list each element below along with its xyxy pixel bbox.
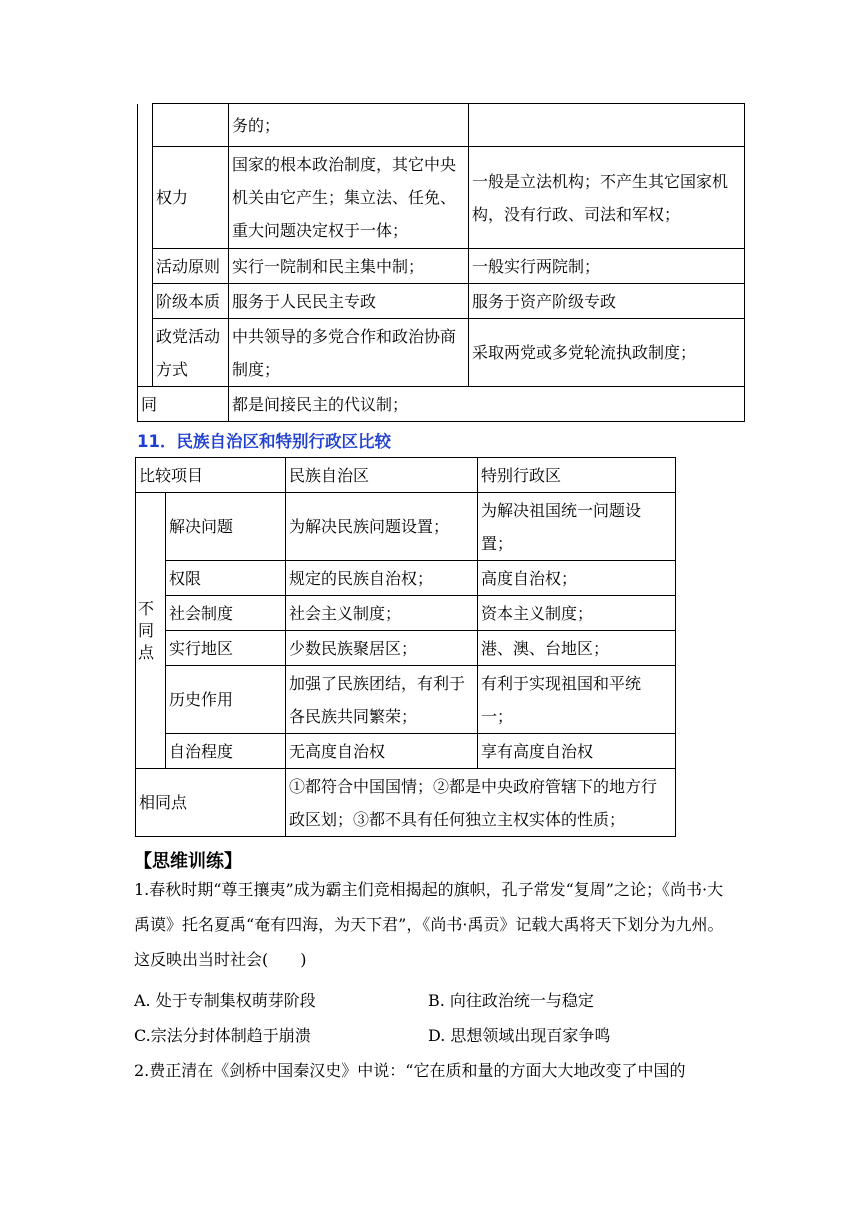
comparison-table-1: [137, 103, 745, 422]
table-cell: 为解决祖国统一问题设置；: [478, 493, 676, 561]
table-row: [138, 249, 745, 284]
table-cell: 资本主义制度；: [478, 596, 676, 631]
table-cell: 实行地区: [166, 631, 286, 666]
table-cell: 历史作用: [166, 666, 286, 734]
question-2-stem: 2.费正清在《剑桥中国秦汉史》中说：“它在质和量的方面大大地改变了中国的: [134, 1061, 686, 1080]
table-cell: 服务于人民民主专政: [229, 284, 469, 319]
table-row: [138, 284, 745, 319]
table-row: [136, 493, 676, 561]
table-cell: 有利于实现祖国和平统一；: [478, 666, 676, 734]
table-header-row: [136, 458, 676, 493]
table-cell: 少数民族聚居区；: [286, 631, 478, 666]
table-cell-diff-label: 不同点: [136, 493, 166, 769]
table-row: [138, 319, 745, 387]
table-row: [136, 596, 676, 631]
table-cell: 解决问题: [166, 493, 286, 561]
table-row: [136, 561, 676, 596]
table-cell: 规定的民族自治权；: [286, 561, 478, 596]
table-row: [138, 104, 745, 147]
table-cell: 社会主义制度；: [286, 596, 478, 631]
option-d: D. 思想领域出现百家争鸣: [428, 1026, 611, 1045]
table-cell: 服务于资产阶级专政: [469, 284, 745, 319]
table-cell: 加强了民族团结，有利于各民族共同繁荣；: [286, 666, 478, 734]
table-cell: [469, 104, 745, 147]
table-row: [136, 734, 676, 769]
table-cell: 相同点: [136, 769, 286, 837]
table-cell: 活动原则: [153, 249, 229, 284]
table-gutter-cell: [138, 104, 153, 387]
table-cell: 采取两党或多党轮流执政制度；: [469, 319, 745, 387]
table-header-cell: 特别行政区: [478, 458, 676, 493]
table-cell: 无高度自治权: [286, 734, 478, 769]
table-cell: 中共领导的多党合作和政治协商制度；: [229, 319, 469, 387]
section-title: 11．民族自治区和特别行政区比较: [137, 432, 391, 451]
table-cell: 港、澳、台地区；: [478, 631, 676, 666]
option-a: A. 处于专制集权萌芽阶段: [134, 991, 316, 1010]
table-cell: 国家的根本政治制度，其它中央机关由它产生；集立法、任免、重大问题决定权于一体；: [229, 147, 469, 249]
table-cell: 一般是立法机构；不产生其它国家机构，没有行政、司法和军权；: [469, 147, 745, 249]
table-header-cell: 民族自治区: [286, 458, 478, 493]
comparison-table-2: [135, 457, 676, 837]
table-cell: 权力: [153, 147, 229, 249]
table-row: [138, 387, 745, 422]
option-b: B. 向往政治统一与稳定: [428, 991, 594, 1010]
table-row: [138, 147, 745, 249]
table-cell: 为解决民族问题设置；: [286, 493, 478, 561]
table-row: [136, 769, 676, 837]
question-1-stem: 1.春秋时期“尊王攘夷”成为霸主们竞相揭起的旗帜，孔子常发“复周”之论；《尚书·大禹谟》托名夏禹“奄有四海，为天下君”，《尚书·禹贡》记载大禹将天下划分为九州。这反映出当时社会( ): [134, 880, 724, 969]
table-header-cell: 比较项目: [136, 458, 286, 493]
table-cell: 自治程度: [166, 734, 286, 769]
table-cell: 社会制度: [166, 596, 286, 631]
table-row: [136, 631, 676, 666]
table-row: [136, 666, 676, 734]
table-cell: ①都符合中国国情；②都是中央政府管辖下的地方行政区划；③都不具有任何独立主权实体的性质；: [286, 769, 676, 837]
option-c: C.宗法分封体制趋于崩溃: [134, 1026, 311, 1045]
table-cell: 政党活动方式: [153, 319, 229, 387]
table-cell: 同: [138, 387, 229, 422]
table-cell: [153, 104, 229, 147]
table-cell: 实行一院制和民主集中制；: [229, 249, 469, 284]
table-cell: 权限: [166, 561, 286, 596]
table-cell: 都是间接民主的代议制；: [229, 387, 745, 422]
training-section-title: 【思维训练】: [134, 851, 242, 872]
table-cell: 阶级本质: [153, 284, 229, 319]
table-cell: 务的；: [229, 104, 469, 147]
table-cell: 高度自治权；: [478, 561, 676, 596]
table-cell: 一般实行两院制；: [469, 249, 745, 284]
table-cell: 享有高度自治权: [478, 734, 676, 769]
